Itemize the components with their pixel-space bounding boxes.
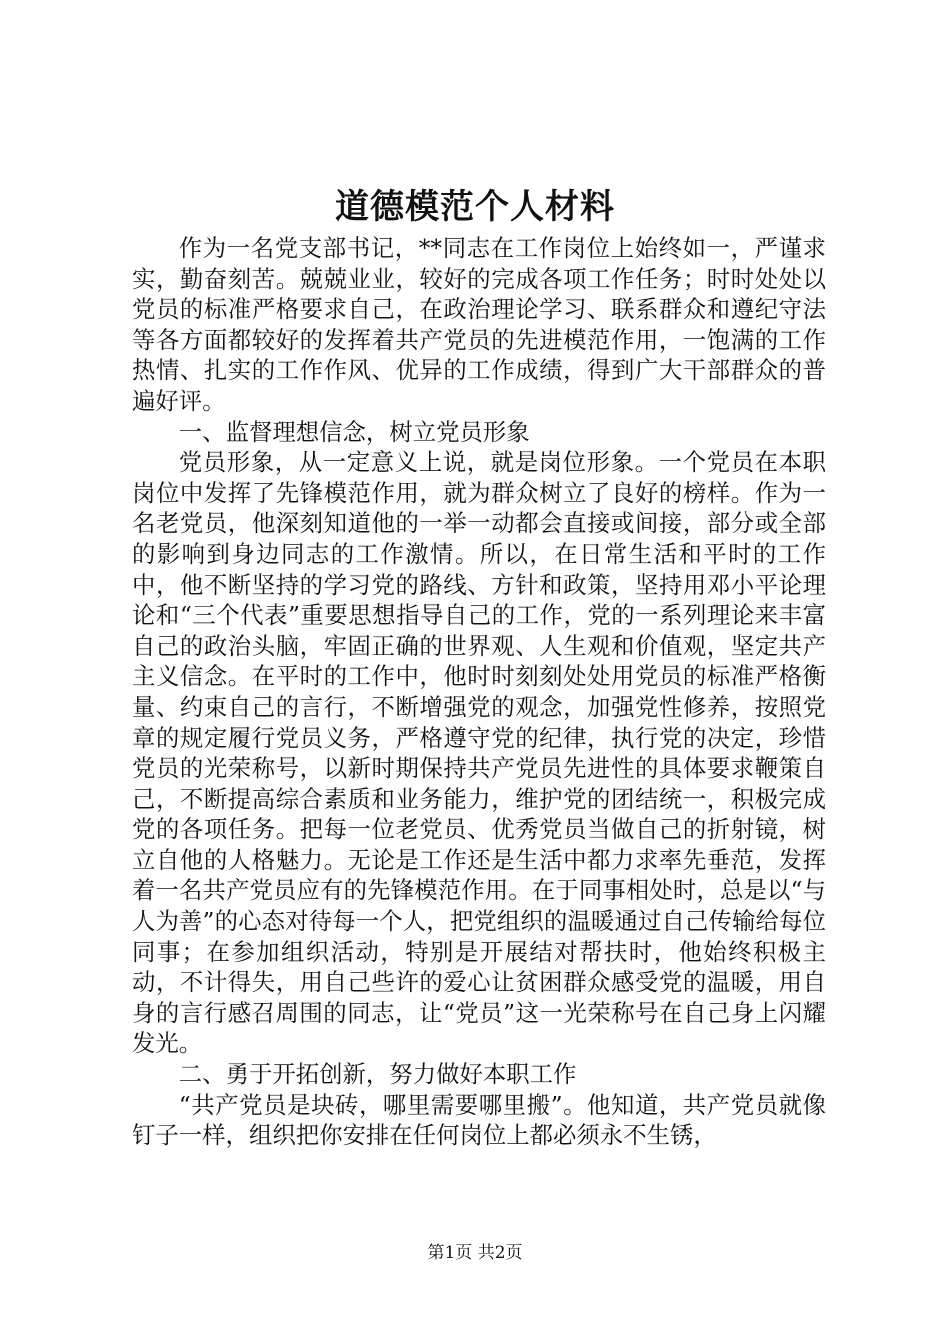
section-heading-1: 一、监督理想信念，树立党员形象	[178, 417, 530, 446]
document-title: 道德模范个人材料	[335, 187, 615, 227]
paragraph-section-1: 党员形象，从一定意义上说，就是岗位形象。一个党员在本职岗位中发挥了先锋模范作用，就为群众树立了良好的榜样。作为一名老党员，他深刻知道他的一举一动都会直接或间接，部分或全部的影响到身边同志的工作激情。所以，在日常生活和平时的工作中，他不断坚持的学习党的路线、方针和政策，坚持用邓小平论理论和“三个代表”重要思想指导自己的工作，党的一系列理论来丰富自己的政治头脑，牢固正确的世界观、人生观和价值观，坚定共产主义信念。在平时的工作中，他时时刻刻处处用党员的标准严格衡量、约束自己的言行，不断增强党的观念，加强党性修养，按照党章的规定履行党员义务，严格遵守党的纪律，执行党的决定，珍惜党员的光荣称号，以新时期保持共产党员先进性的具体要求鞭策自己，不断提高综合素质和业务能力，维护党的团结统一，积极完成党的各项任务。把每一位老党员、优秀党员当做自己的折射镜，树立自他的人格魅力。无论是工作还是生活中都力求率先垂范，发挥着一名共产党员应有的先锋模范作用。在于同事相处时，总是以“与人为善”的心态对待每一个人，把党组织的温暖通过自己传输给每位同事；在参加组织活动，特别是开展结对帮扶时，他始终积极主动，不计得失，用自己些许的爱心让贫困群众感受党的温暖，用自身的言行感召周围的同志，让“党员”这一光荣称号在自己身上闪耀发光。	[132, 448, 826, 1058]
paragraph-section-2: “共产党员是块砖，哪里需要哪里搬”。他知道，共产党员就像钉子一样，组织把你安排在任何岗位上都必须永不生锈，	[132, 1090, 826, 1150]
section-heading-2: 二、勇于开拓创新，努力做好本职工作	[178, 1060, 577, 1089]
document-body	[132, 233, 826, 1151]
page-number-footer: 第1页 共2页	[427, 1243, 523, 1263]
paragraph-intro: 作为一名党支部书记，**同志在工作岗位上始终如一，严谨求实，勤奋刻苦。兢兢业业，较好的完成各项工作任务；时时处处以党员的标准严格要求自己，在政治理论学习、联系群众和遵纪守法等各方面都较好的发挥着共产党员的先进模范作用，一饱满的工作热情、扎实的工作作风、优异的工作成绩，得到广大干部群众的普遍好评。	[132, 234, 826, 415]
